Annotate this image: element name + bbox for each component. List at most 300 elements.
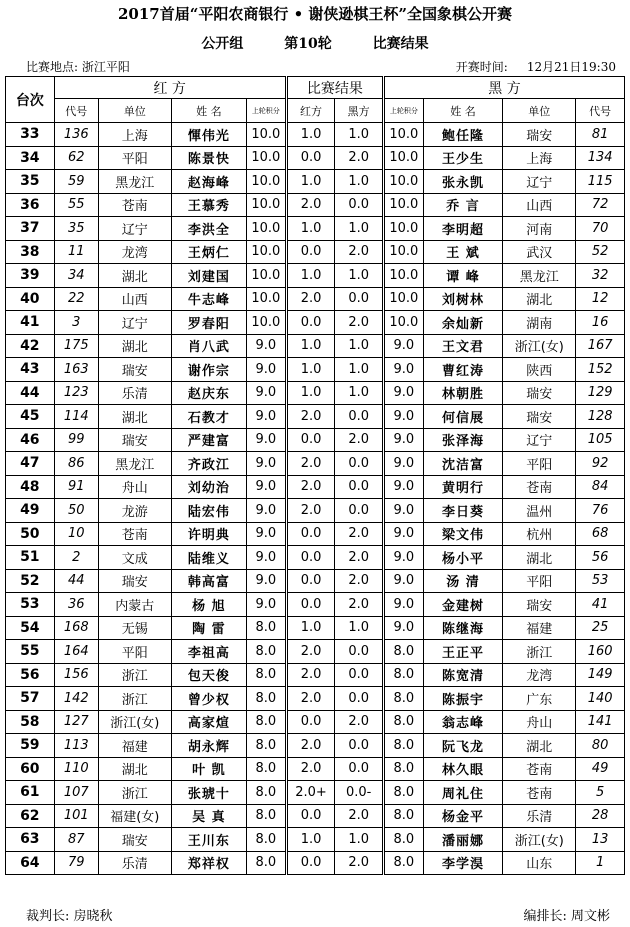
red-unit: 乐清 — [98, 851, 171, 875]
black-code: 115 — [576, 170, 625, 194]
black-code: 160 — [576, 640, 625, 664]
black-name: 杨小平 — [423, 546, 503, 570]
black-name: 李日葵 — [423, 499, 503, 523]
black-code: 28 — [576, 804, 625, 828]
black-prev-score: 9.0 — [383, 334, 423, 358]
black-unit: 苍南 — [503, 475, 576, 499]
red-name: 赵海峰 — [171, 170, 246, 194]
black-code: 56 — [576, 546, 625, 570]
black-name: 杨金平 — [423, 804, 503, 828]
result-black: 1.0 — [335, 828, 384, 852]
table-no: 42 — [6, 334, 55, 358]
black-unit: 平阳 — [503, 452, 576, 476]
black-name: 鲍任隆 — [423, 123, 503, 147]
table-no: 40 — [6, 287, 55, 311]
result-red: 0.0 — [286, 311, 335, 335]
red-code: 163 — [54, 358, 98, 382]
table-row — [6, 193, 625, 217]
black-name: 刘树林 — [423, 287, 503, 311]
table-no: 43 — [6, 358, 55, 382]
result-black: 0.0 — [335, 640, 384, 664]
red-prev-score: 8.0 — [246, 640, 286, 664]
black-name: 王 斌 — [423, 240, 503, 264]
red-code: 35 — [54, 217, 98, 241]
table-no: 36 — [6, 193, 55, 217]
red-code: 11 — [54, 240, 98, 264]
red-unit: 黑龙江 — [98, 452, 171, 476]
black-name: 梁文伟 — [423, 522, 503, 546]
black-code: 41 — [576, 593, 625, 617]
red-name: 王慕秀 — [171, 193, 246, 217]
red-code: 10 — [54, 522, 98, 546]
black-unit: 浙江 — [503, 640, 576, 664]
result-black: 1.0 — [335, 217, 384, 241]
table-row — [6, 287, 625, 311]
red-code: 3 — [54, 311, 98, 335]
black-code: 68 — [576, 522, 625, 546]
black-name: 乔 言 — [423, 193, 503, 217]
table-row — [6, 522, 625, 546]
red-name: 杨 旭 — [171, 593, 246, 617]
black-prev-score: 10.0 — [383, 146, 423, 170]
red-prev-score: 10.0 — [246, 193, 286, 217]
results-table — [5, 76, 625, 875]
black-code: 1 — [576, 851, 625, 875]
venue: 比赛地点: 浙江平阳 — [26, 60, 130, 74]
table-row — [6, 593, 625, 617]
table-row — [6, 264, 625, 288]
red-name: 刘幼治 — [171, 475, 246, 499]
black-prev-score: 8.0 — [383, 663, 423, 687]
red-unit: 瑞安 — [98, 358, 171, 382]
result-red: 0.0 — [286, 851, 335, 875]
black-prev-score: 10.0 — [383, 311, 423, 335]
black-code: 84 — [576, 475, 625, 499]
black-unit: 舟山 — [503, 710, 576, 734]
table-row — [6, 428, 625, 452]
table-row — [6, 710, 625, 734]
red-name: 胡永辉 — [171, 734, 246, 758]
red-name: 包天俊 — [171, 663, 246, 687]
result-red: 1.0 — [286, 123, 335, 147]
table-row — [6, 546, 625, 570]
black-name: 余灿新 — [423, 311, 503, 335]
result-black: 2.0 — [335, 851, 384, 875]
black-prev-score: 9.0 — [383, 522, 423, 546]
black-prev-score: 9.0 — [383, 358, 423, 382]
black-unit: 湖北 — [503, 287, 576, 311]
black-prev-score: 9.0 — [383, 475, 423, 499]
red-code: 114 — [54, 405, 98, 429]
table-row — [6, 734, 625, 758]
black-prev-score: 8.0 — [383, 710, 423, 734]
result-red: 1.0 — [286, 381, 335, 405]
black-unit: 陕西 — [503, 358, 576, 382]
black-code: 128 — [576, 405, 625, 429]
black-name: 翁志峰 — [423, 710, 503, 734]
result-black: 1.0 — [335, 381, 384, 405]
red-name: 齐政江 — [171, 452, 246, 476]
table-no: 55 — [6, 640, 55, 664]
result-red: 0.0 — [286, 146, 335, 170]
result-red: 0.0 — [286, 522, 335, 546]
red-unit: 无锡 — [98, 616, 171, 640]
result-red: 2.0 — [286, 475, 335, 499]
black-prev-score: 10.0 — [383, 217, 423, 241]
result-red: 1.0 — [286, 334, 335, 358]
red-prev-score: 10.0 — [246, 217, 286, 241]
red-unit: 辽宁 — [98, 217, 171, 241]
table-no: 41 — [6, 311, 55, 335]
table-no: 60 — [6, 757, 55, 781]
red-code: 113 — [54, 734, 98, 758]
black-code: 72 — [576, 193, 625, 217]
black-unit: 龙湾 — [503, 663, 576, 687]
black-name: 黄明行 — [423, 475, 503, 499]
red-prev-score: 8.0 — [246, 687, 286, 711]
result-red: 1.0 — [286, 170, 335, 194]
black-prev-score: 8.0 — [383, 851, 423, 875]
result-black: 2.0 — [335, 428, 384, 452]
black-name: 何信展 — [423, 405, 503, 429]
black-name: 陈继海 — [423, 616, 503, 640]
result-red: 1.0 — [286, 264, 335, 288]
black-name: 潘丽娜 — [423, 828, 503, 852]
black-code: 32 — [576, 264, 625, 288]
red-code: 123 — [54, 381, 98, 405]
red-code: 136 — [54, 123, 98, 147]
black-unit: 乐清 — [503, 804, 576, 828]
black-prev-score: 10.0 — [383, 123, 423, 147]
red-name: 刘建国 — [171, 264, 246, 288]
group-label: 公开组 — [201, 36, 244, 52]
start-time-label: 开赛时间: — [455, 60, 508, 74]
red-prev-score: 10.0 — [246, 123, 286, 147]
result-black: 2.0 — [335, 546, 384, 570]
black-name: 沈洁富 — [423, 452, 503, 476]
table-no: 56 — [6, 663, 55, 687]
red-code: 36 — [54, 593, 98, 617]
red-name: 郑祥权 — [171, 851, 246, 875]
red-unit: 浙江 — [98, 663, 171, 687]
result-red: 0.0 — [286, 240, 335, 264]
red-code: 55 — [54, 193, 98, 217]
red-code: 62 — [54, 146, 98, 170]
black-code: 141 — [576, 710, 625, 734]
red-unit: 黑龙江 — [98, 170, 171, 194]
result-black: 0.0 — [335, 287, 384, 311]
table-row — [6, 452, 625, 476]
red-code: 168 — [54, 616, 98, 640]
black-code: 105 — [576, 428, 625, 452]
red-prev-score: 9.0 — [246, 546, 286, 570]
result-red: 2.0 — [286, 287, 335, 311]
black-prev-score: 10.0 — [383, 264, 423, 288]
red-code: 2 — [54, 546, 98, 570]
result-black: 1.0 — [335, 616, 384, 640]
black-unit: 平阳 — [503, 569, 576, 593]
col-result-black: 黑方 — [335, 99, 384, 123]
table-row — [6, 334, 625, 358]
red-prev-score: 8.0 — [246, 804, 286, 828]
result-black: 2.0 — [335, 710, 384, 734]
red-prev-score: 9.0 — [246, 452, 286, 476]
red-prev-score: 10.0 — [246, 264, 286, 288]
table-row — [6, 475, 625, 499]
black-name: 张永凯 — [423, 170, 503, 194]
result-black: 1.0 — [335, 358, 384, 382]
start-time — [456, 58, 616, 75]
black-unit: 武汉 — [503, 240, 576, 264]
red-name: 叶 凯 — [171, 757, 246, 781]
red-code: 22 — [54, 287, 98, 311]
red-prev-score: 8.0 — [246, 734, 286, 758]
red-code: 34 — [54, 264, 98, 288]
black-code: 5 — [576, 781, 625, 805]
red-code: 79 — [54, 851, 98, 875]
red-code: 101 — [54, 804, 98, 828]
result-black: 0.0 — [335, 687, 384, 711]
red-code: 142 — [54, 687, 98, 711]
red-code: 86 — [54, 452, 98, 476]
black-unit: 山东 — [503, 851, 576, 875]
red-name: 陆宏伟 — [171, 499, 246, 523]
red-unit: 福建 — [98, 734, 171, 758]
red-unit: 湖北 — [98, 264, 171, 288]
document-title: 2017首届“平阳农商银行 • 谢侠逊棋王杯”全国象棋公开赛 — [117, 5, 513, 23]
red-unit: 浙江(女) — [98, 710, 171, 734]
black-code: 149 — [576, 663, 625, 687]
table-no: 39 — [6, 264, 55, 288]
black-name: 汤 清 — [423, 569, 503, 593]
chief-referee: 裁判长: 房晓秋 — [26, 909, 113, 924]
col-black-unit: 单位 — [503, 99, 576, 123]
black-code: 53 — [576, 569, 625, 593]
red-unit: 山西 — [98, 287, 171, 311]
result-black: 2.0 — [335, 593, 384, 617]
red-prev-score: 10.0 — [246, 170, 286, 194]
black-code: 13 — [576, 828, 625, 852]
red-prev-score: 9.0 — [246, 381, 286, 405]
black-unit: 上海 — [503, 146, 576, 170]
black-unit: 杭州 — [503, 522, 576, 546]
red-unit: 瑞安 — [98, 428, 171, 452]
red-name: 韩高富 — [171, 569, 246, 593]
red-unit: 湖北 — [98, 334, 171, 358]
result-red: 0.0 — [286, 428, 335, 452]
red-prev-score: 9.0 — [246, 593, 286, 617]
red-name: 赵庆东 — [171, 381, 246, 405]
black-code: 152 — [576, 358, 625, 382]
black-name: 王文君 — [423, 334, 503, 358]
black-name: 金建树 — [423, 593, 503, 617]
table-no: 57 — [6, 687, 55, 711]
black-prev-score: 8.0 — [383, 687, 423, 711]
result-red: 2.0 — [286, 499, 335, 523]
table-no: 48 — [6, 475, 55, 499]
black-code: 134 — [576, 146, 625, 170]
col-red-code: 代号 — [54, 99, 98, 123]
red-prev-score: 10.0 — [246, 287, 286, 311]
red-name: 李洪全 — [171, 217, 246, 241]
table-no: 49 — [6, 499, 55, 523]
red-name: 王川东 — [171, 828, 246, 852]
table-row — [6, 146, 625, 170]
black-prev-score: 8.0 — [383, 734, 423, 758]
col-red-side: 红 方 — [54, 77, 286, 99]
black-unit: 湖南 — [503, 311, 576, 335]
col-red-name: 姓 名 — [171, 99, 246, 123]
result-red: 0.0 — [286, 710, 335, 734]
result-title: 比赛结果 — [372, 36, 429, 52]
col-black-side: 黑 方 — [383, 77, 624, 99]
result-black: 2.0 — [335, 804, 384, 828]
red-name: 李祖高 — [171, 640, 246, 664]
result-red: 0.0 — [286, 546, 335, 570]
table-no: 45 — [6, 405, 55, 429]
table-row — [6, 405, 625, 429]
red-name: 张琥十 — [171, 781, 246, 805]
result-red: 2.0+ — [286, 781, 335, 805]
red-prev-score: 9.0 — [246, 405, 286, 429]
table-row — [6, 499, 625, 523]
result-red: 2.0 — [286, 193, 335, 217]
result-red: 2.0 — [286, 663, 335, 687]
table-no: 47 — [6, 452, 55, 476]
black-prev-score: 8.0 — [383, 640, 423, 664]
red-code: 91 — [54, 475, 98, 499]
black-code: 129 — [576, 381, 625, 405]
red-prev-score: 10.0 — [246, 311, 286, 335]
table-no: 61 — [6, 781, 55, 805]
red-name: 陈景快 — [171, 146, 246, 170]
table-no: 63 — [6, 828, 55, 852]
red-code: 164 — [54, 640, 98, 664]
table-no: 64 — [6, 851, 55, 875]
black-unit: 黑龙江 — [503, 264, 576, 288]
result-black: 2.0 — [335, 240, 384, 264]
black-unit: 湖北 — [503, 546, 576, 570]
black-code: 80 — [576, 734, 625, 758]
col-red-unit: 单位 — [98, 99, 171, 123]
result-black: 0.0 — [335, 663, 384, 687]
result-red: 0.0 — [286, 593, 335, 617]
black-name: 林朝胜 — [423, 381, 503, 405]
black-unit: 瑞安 — [503, 405, 576, 429]
table-no: 34 — [6, 146, 55, 170]
red-unit: 湖北 — [98, 757, 171, 781]
black-prev-score: 10.0 — [383, 287, 423, 311]
black-code: 76 — [576, 499, 625, 523]
result-red: 2.0 — [286, 687, 335, 711]
table-no: 35 — [6, 170, 55, 194]
table-no: 44 — [6, 381, 55, 405]
red-name: 罗春阳 — [171, 311, 246, 335]
red-code: 156 — [54, 663, 98, 687]
red-name: 曾少权 — [171, 687, 246, 711]
document-subtitle — [0, 33, 630, 53]
red-name: 王炳仁 — [171, 240, 246, 264]
red-prev-score: 8.0 — [246, 851, 286, 875]
col-table-no: 台次 — [6, 77, 55, 123]
table-no: 37 — [6, 217, 55, 241]
col-black-prev-score: 上轮积分 — [383, 99, 423, 123]
table-row — [6, 804, 625, 828]
black-unit: 浙江(女) — [503, 334, 576, 358]
black-prev-score: 10.0 — [383, 170, 423, 194]
result-black: 1.0 — [335, 123, 384, 147]
table-row — [6, 240, 625, 264]
black-name: 李学淏 — [423, 851, 503, 875]
red-unit: 平阳 — [98, 640, 171, 664]
red-unit: 瑞安 — [98, 569, 171, 593]
table-no: 54 — [6, 616, 55, 640]
black-code: 167 — [576, 334, 625, 358]
col-result: 比赛结果 — [286, 77, 383, 99]
black-name: 李明超 — [423, 217, 503, 241]
table-no: 51 — [6, 546, 55, 570]
result-black: 0.0 — [335, 193, 384, 217]
red-code: 50 — [54, 499, 98, 523]
red-prev-score: 9.0 — [246, 522, 286, 546]
red-code: 107 — [54, 781, 98, 805]
black-code: 70 — [576, 217, 625, 241]
table-row — [6, 569, 625, 593]
black-unit: 辽宁 — [503, 428, 576, 452]
table-row — [6, 757, 625, 781]
result-black: 0.0 — [335, 757, 384, 781]
black-prev-score: 9.0 — [383, 616, 423, 640]
result-black: 0.0 — [335, 452, 384, 476]
black-prev-score: 10.0 — [383, 193, 423, 217]
black-code: 81 — [576, 123, 625, 147]
black-unit: 湖北 — [503, 734, 576, 758]
black-prev-score: 9.0 — [383, 381, 423, 405]
red-name: 许明典 — [171, 522, 246, 546]
red-unit: 乐清 — [98, 381, 171, 405]
result-red: 1.0 — [286, 217, 335, 241]
red-unit: 湖北 — [98, 405, 171, 429]
result-black: 1.0 — [335, 170, 384, 194]
result-red: 1.0 — [286, 828, 335, 852]
result-black: 0.0 — [335, 499, 384, 523]
red-code: 175 — [54, 334, 98, 358]
red-prev-score: 8.0 — [246, 710, 286, 734]
result-black: 2.0 — [335, 146, 384, 170]
table-row — [6, 828, 625, 852]
black-prev-score: 10.0 — [383, 240, 423, 264]
table-no: 50 — [6, 522, 55, 546]
col-black-name: 姓 名 — [423, 99, 503, 123]
table-no: 52 — [6, 569, 55, 593]
red-name: 高家煊 — [171, 710, 246, 734]
red-unit: 文成 — [98, 546, 171, 570]
col-red-prev-score: 上轮积分 — [246, 99, 286, 123]
red-prev-score: 8.0 — [246, 781, 286, 805]
black-unit: 山西 — [503, 193, 576, 217]
table-no: 46 — [6, 428, 55, 452]
result-black: 2.0 — [335, 522, 384, 546]
black-prev-score: 9.0 — [383, 546, 423, 570]
black-unit: 瑞安 — [503, 123, 576, 147]
result-black: 2.0 — [335, 569, 384, 593]
red-name: 严建富 — [171, 428, 246, 452]
result-red: 2.0 — [286, 757, 335, 781]
red-prev-score: 8.0 — [246, 616, 286, 640]
black-name: 曹红涛 — [423, 358, 503, 382]
start-time-value: 12月21日19:30 — [526, 60, 616, 74]
black-unit: 瑞安 — [503, 381, 576, 405]
